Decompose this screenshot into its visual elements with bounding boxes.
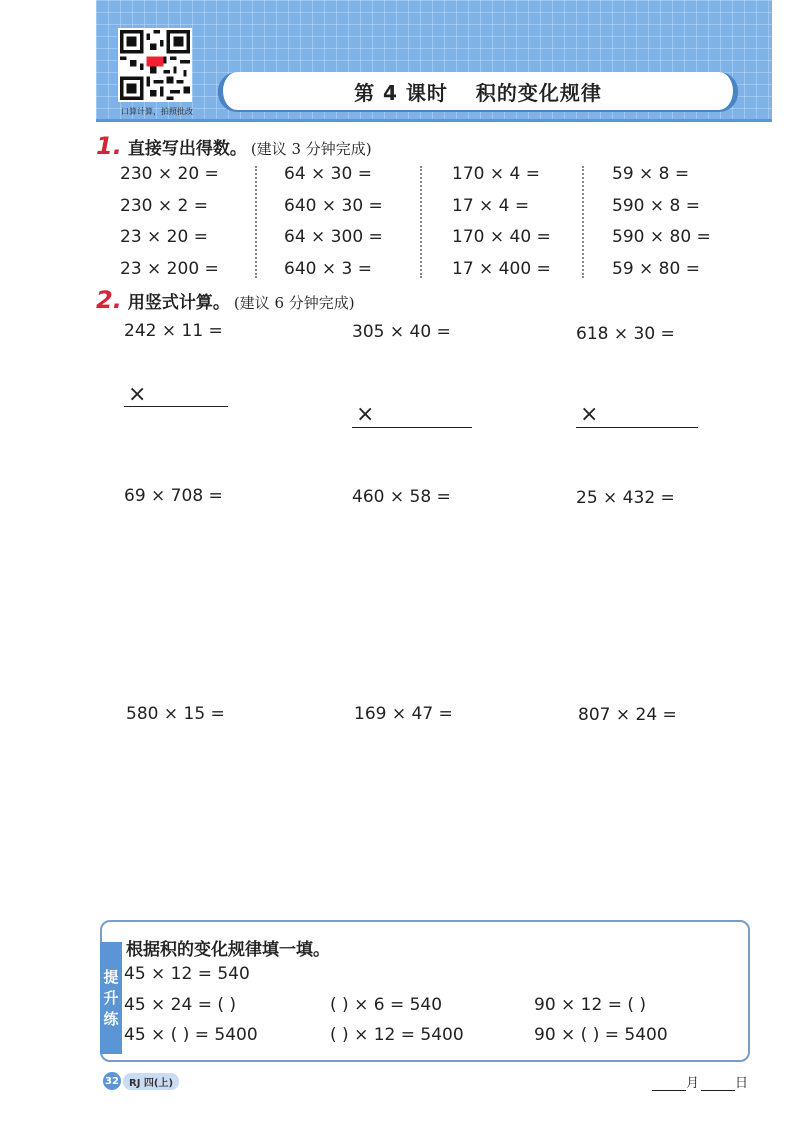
boost-blank: ( ) × 12 = 5400 [330,1025,464,1045]
vertical-problem: 25 × 432 = [576,488,675,508]
boost-tab-char: 练 [103,1009,119,1028]
month-blank [652,1077,686,1091]
boost-tab [100,942,122,1054]
vertical-calc-line [352,427,472,428]
oral-problem: 59 × 80 = [612,258,700,279]
grade-tag: RJ 四(上) [123,1073,179,1090]
boost-tab-char: 提 [103,967,119,986]
boost-blank: 90 × 12 = ( ) [534,995,647,1015]
date-field [652,1072,748,1091]
times-sign: × [356,402,375,427]
oral-problem: 64 × 30 = [284,164,372,184]
times-sign: × [580,402,599,427]
qr-caption: 口算计算，拍照批改 [121,107,193,116]
oral-problem: 170 × 40 = [452,227,551,247]
section1-number: 1. [96,132,122,160]
vertical-problem: 242 × 11 = [124,321,223,341]
oral-problem: 17 × 400 = [452,258,551,279]
boost-blank: 90 × ( ) = 5400 [534,1025,668,1045]
boost-tab-char: 升 [103,988,119,1007]
oral-problem: 590 × 8 = [612,195,700,216]
column-divider [582,166,584,278]
section2-title: 用竖式计算。 [127,293,230,313]
oral-problem: 23 × 200 = [120,258,219,279]
oral-problem: 64 × 300 = [284,227,383,247]
column-divider [255,166,257,278]
vertical-problem: 580 × 15 = [126,704,225,724]
section2-hint: (建议 6 分钟完成) [233,294,355,312]
section1-title: 直接写出得数。 [127,139,247,159]
oral-column-1 [120,162,270,288]
oral-column-2 [284,162,434,288]
column-divider [420,166,422,278]
oral-problem: 170 × 4 = [452,164,540,184]
boost-blank: 45 × 24 = ( ) [124,995,237,1015]
vertical-problem: 305 × 40 = [352,322,451,342]
month-label: 月 [686,1076,700,1091]
oral-problem: 17 × 4 = [452,195,530,216]
lesson-title-banner [218,72,738,110]
lesson-number: 第 4 课时 [354,80,448,105]
vertical-calc-line [124,406,228,407]
section2-heading [96,286,355,314]
section1-heading [96,132,372,160]
boost-title: 根据积的变化规律填一填。 [126,940,330,960]
vertical-problem: 618 × 30 = [576,324,675,344]
vertical-problem: 169 × 47 = [354,704,453,724]
lesson-topic: 积的变化规律 [475,80,602,105]
day-label: 日 [735,1076,749,1091]
vertical-problem: 807 × 24 = [578,705,677,725]
section1-hint: (建议 3 分钟完成) [250,140,372,158]
oral-problem: 640 × 3 = [284,258,372,279]
boost-blank: ( ) × 6 = 540 [330,995,443,1015]
page-number: 32 [103,1072,121,1090]
vertical-problem: 69 × 708 = [124,486,223,506]
oral-problem: 640 × 30 = [284,195,383,216]
day-blank [701,1077,735,1091]
oral-problem: 230 × 20 = [120,164,219,184]
oral-problem: 230 × 2 = [120,195,208,216]
oral-problem: 23 × 20 = [120,227,208,247]
times-sign: × [128,382,147,407]
qr-code-icon[interactable] [118,28,192,102]
oral-column-3 [452,162,602,288]
boost-blank: 45 × ( ) = 5400 [124,1025,258,1045]
boost-given: 45 × 12 = 540 [124,964,250,984]
vertical-calc-line [576,427,698,428]
section2-number: 2. [96,286,122,314]
oral-problem: 590 × 80 = [612,227,711,247]
vertical-problem: 460 × 58 = [352,487,451,507]
oral-column-4 [612,162,762,288]
oral-problem: 59 × 8 = [612,164,690,184]
